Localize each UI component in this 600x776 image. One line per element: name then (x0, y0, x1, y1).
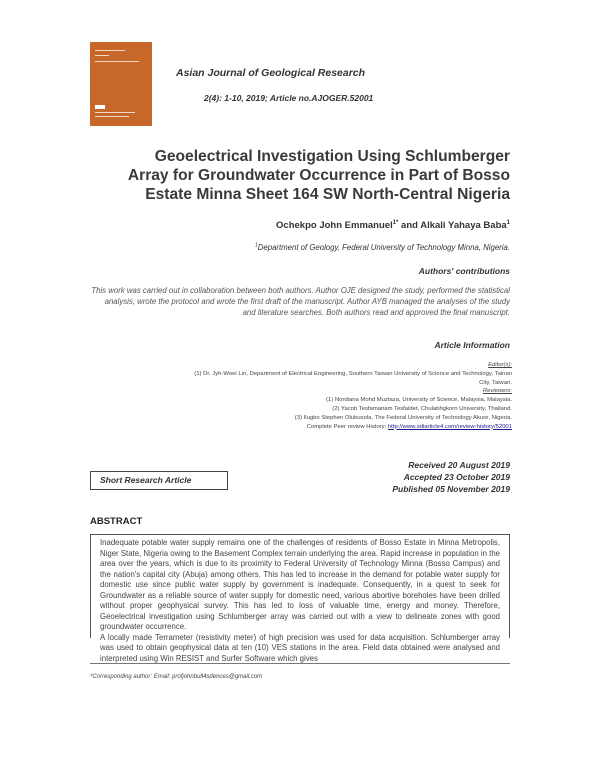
article-type-box: Short Research Article (90, 471, 228, 490)
editor-entry-cont: City, Taiwan. (479, 379, 512, 386)
abstract-heading: ABSTRACT (90, 516, 143, 527)
abstract-paragraph: A locally made Terrameter (resistivity meter) of high precision was used for data acquisition. Schlumberger array was used to obtain geophysical data at ten (10) VES stations in the area. Field data obtained were analysed and interpreted using Win RESIST and Surfer Software which gives (100, 632, 500, 663)
footnote-divider (90, 663, 510, 664)
affiliation-text: Department of Geology, Federal University of Technology Minna, Nigeria. (257, 243, 510, 252)
affiliation-mark: 1 (254, 242, 258, 249)
reviewer-entry: (2) Yacob Tesfamariam Tesfaldet, Chulabhgkorn University, Thailand. (332, 405, 512, 412)
date-published: Published 05 November 2019 (392, 484, 510, 494)
contributions-heading: Authors' contributions (418, 266, 510, 276)
review-history-link[interactable]: http://www.sdiarticle4.com/review-history/52001 (387, 423, 512, 430)
affiliation (255, 243, 510, 252)
author-name: Ochekpo John Emmanuel (276, 220, 393, 231)
review-history (90, 423, 512, 432)
review-history-label: Complete Peer review History: (306, 423, 388, 430)
author-connector: and (398, 220, 421, 231)
article-info-heading: Article Information (434, 340, 510, 350)
title-line: Geoelectrical Investigation Using Schlumberger (154, 148, 510, 165)
editors-label: Editor(s): (488, 362, 512, 368)
journal-citation: 2(4): 1-10, 2019; Article no.AJOGER.52001 (204, 93, 374, 103)
reviewers-label: Reviewers: (482, 388, 512, 395)
title-line: Estate Minna Sheet 164 SW North-Central Nigeria (145, 186, 510, 203)
contributions-text: This work was carried out in collaboration between both authors. Author OJE designed the study, performed the statistical analysis, wrote the protocol and wrote the first draft of the manuscript. Author AYB managed the analyses of the study and literature searches. Both authors read and approved the final manuscript. (91, 286, 510, 317)
reviewer-entry: (3) Ilugbo Stephen Olubusola, The Federal University of Technology Akure, Nigeria. (294, 414, 512, 421)
paper-title (80, 147, 510, 204)
abstract-box (90, 534, 510, 663)
corresponding-author-footnote: *Corresponding author: Email: profjohnbull4sdences@gmail.com (90, 674, 263, 680)
journal-cover-thumbnail (90, 42, 152, 126)
journal-name: Asian Journal of Geological Research (176, 67, 366, 79)
author-list (276, 220, 510, 231)
article-info-block (90, 361, 512, 431)
author-affiliation-mark: 1 (506, 219, 510, 226)
abstract-paragraph: Inadequate potable water supply remains one of the challenges of residents of Bosso Estate in Minna Metropolis, Niger State, Nigeria owing to the Basement Complex terrain underlying the area. Rapid increase in population in the area over the years, which is due to its proximity to Federal University of Technology Minna (Bosso Campus) and the nation's capital city (Abuja) among others. This has led to increase in the demand for potable water supply for domestic use since public water supply by government is inadequate. Consequently, in a quest to seek for Groundwater as a reliable source of water supply for domestic need, various abortive boreholes have been drilled without proper geophysical survey. This has led to loss of valuable time, energy and money. Therefore, Geoelectrical investigation using Schlumberger array was carried out with a view to delineate zones with good groundwater occurrence. (100, 538, 500, 631)
editor-entry: (1) Dr. Jyh-Woei Lin, Department of Electrical Engineering, Southern Taiwan University of Science and Technology, Tainan (194, 370, 512, 377)
author-affiliation-mark: 1* (392, 219, 399, 226)
author-name: Alkali Yahaya Baba (420, 220, 507, 231)
publication-dates (392, 459, 510, 495)
title-line: Array for Groundwater Occurrence in Part of Bosso (127, 167, 510, 184)
date-accepted: Accepted 23 October 2019 (403, 472, 510, 482)
date-received: Received 20 August 2019 (408, 460, 510, 470)
reviewer-entry: (1) Nordiana Mohd Muztaza, University of Science, Malaysia, Malaysia. (326, 397, 512, 404)
